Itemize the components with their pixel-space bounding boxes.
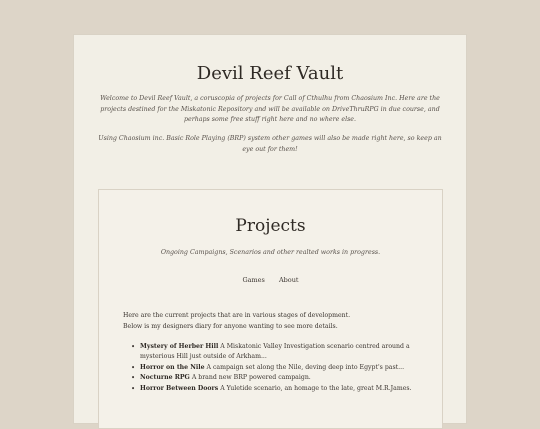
project-description: A Miskatonic Valley Investigation scenario centred around a mysterious Hill just outside of Arkham... [140,343,410,361]
projects-section [98,189,443,429]
list-item [131,363,416,373]
intro-text-brp: Using Chaosium inc. Basic Role Playing (BRP) system other games will also be made right here, so keep an eye out for them! [98,135,442,153]
bullet-icon: • [131,363,136,372]
nav-link-games[interactable]: Games [242,276,265,284]
projects-title: Projects [235,216,306,236]
bullet-icon: • [131,343,136,351]
list-item [131,373,416,383]
nav-link-about[interactable]: About [278,276,299,284]
project-title[interactable]: Nocturne RPG [140,374,190,382]
project-description: A campaign set along the Nile, deving deep into Egypt's past... [206,363,405,371]
intro-text: Welcome to Devil Reef Vault, a coruscopia of projects for Call of Cthulhu from Chaosium Inc. Here are the projects destined for the Miskatonic Repository and will be available on DriveThruRPG in due course, and perhaps some free stuff right here and no where else. [100,95,440,123]
project-title[interactable]: Horror on the Nile [140,363,205,371]
diary-intro-line: Here are the current projects that are in various stages of development. [123,312,351,319]
project-title[interactable]: Mystery of Herber Hill [140,343,219,350]
diary-intro-line: Below is my designers diary for anyone wanting to see more details. [123,322,338,330]
project-title[interactable]: Horror Between Doors [140,384,219,392]
projects-subtitle: Ongoing Campaigns, Scenarios and other realted works in progress. [160,249,381,256]
project-description: A Yuletide scenario, an homage to the late, great M.R.James. [220,384,412,392]
page-container [73,34,467,424]
project-list [131,342,416,394]
bullet-icon: • [131,384,136,393]
list-item [131,342,416,363]
projects-nav [99,276,442,284]
bullet-icon: • [131,374,136,383]
project-description: A brand new BRP powered campaign. [191,374,311,382]
list-item [131,384,416,394]
site-title[interactable]: Devil Reef Vault [196,63,344,84]
diary-intro [123,311,422,332]
